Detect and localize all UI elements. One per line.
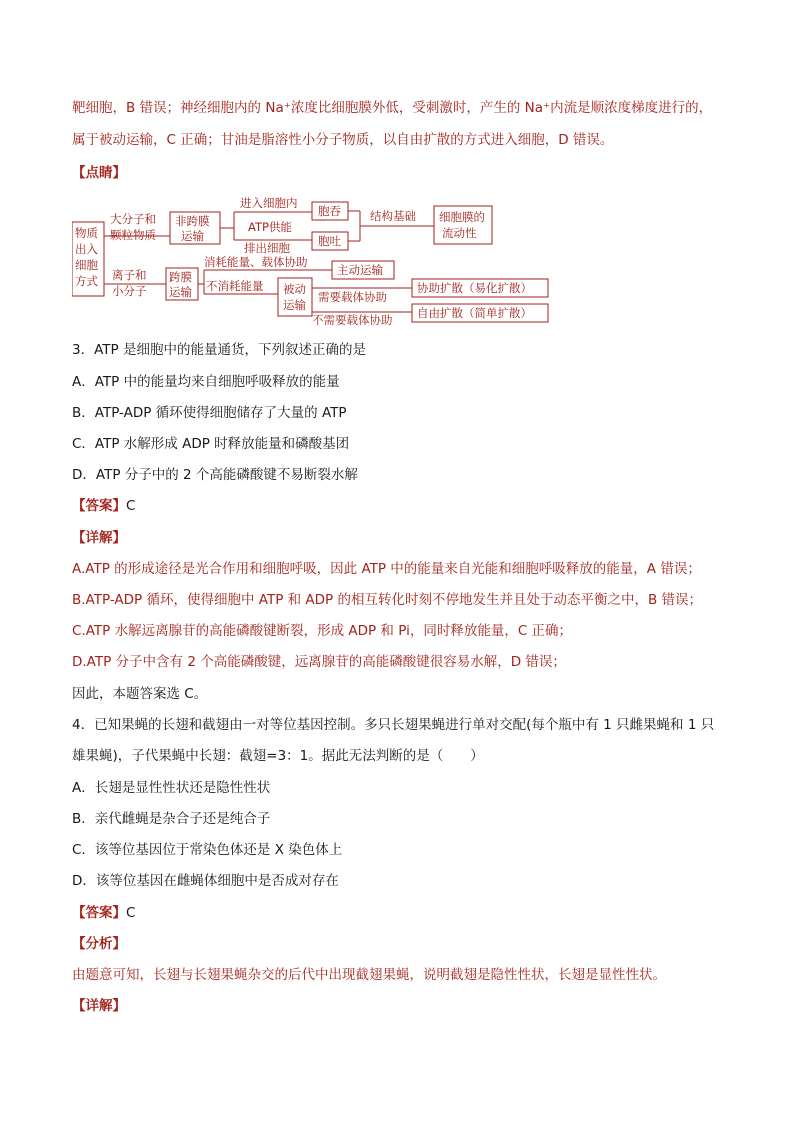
label-passive-transport: 被动 (283, 282, 306, 296)
question-4-detail-label: 【详解】 (72, 998, 126, 1014)
label-membrane-fluidity: 细胞膜的 (439, 210, 485, 224)
label-membrane-fluidity: 流动性 (442, 226, 477, 240)
label-endocytosis: 胞吞 (318, 204, 341, 218)
label-transmembrane: 运输 (169, 285, 192, 299)
question-4-option-a: A．长翅是显性性状还是隐性性状 (72, 780, 271, 796)
label-active-transport: 主动运输 (337, 263, 383, 277)
label-macro: 大分子和 (110, 212, 156, 226)
question-3-detail-line: D.ATP 分子中含有 2 个高能磷酸键，远离腺苷的高能磷酸键很容易水解，D 错误； (72, 654, 566, 670)
question-3-conclusion: 因此，本题答案选 C。 (72, 686, 208, 702)
label-transmembrane: 跨膜 (169, 270, 192, 284)
label-macro: 颗粒物质 (110, 228, 156, 242)
question-4-option-d: D．该等位基因在雌蝇体细胞中是否成对存在 (72, 873, 339, 889)
question-3-option-a: A．ATP 中的能量均来自细胞呼吸释放的能量 (72, 374, 340, 390)
label-structural-basis: 结构基础 (370, 209, 416, 223)
root-text: 细胞 (75, 258, 98, 272)
label-small: 小分子 (112, 284, 147, 298)
question-4-analysis: 由题意可知，长翅与长翅果蝇杂交的后代中出现截翅果蝇，说明截翅是隐性性状，长翅是显性性状。 (72, 967, 666, 983)
label-facilitated-diffusion: 协助扩散（易化扩散） (417, 281, 532, 295)
answer-label: 【答案】 (72, 905, 126, 921)
question-4-analysis-label: 【分析】 (72, 936, 126, 952)
label-non-transmembrane: 运输 (181, 229, 204, 243)
text-line: 靶细胞，B 错误；神经细胞内的 Na⁺浓度比细胞膜外低，受刺激时，产生的 Na⁺内流是顺浓度梯度进行的， (72, 100, 713, 116)
question-3-detail-line: C.ATP 水解远离腺苷的高能磷酸键断裂，形成 ADP 和 Pi，同时释放能量，C 正确； (72, 623, 573, 639)
label-atp: ATP供能 (248, 220, 292, 234)
question-3-option-b: B．ATP-ADP 循环使得细胞储存了大量的 ATP (72, 405, 347, 421)
label-exocytosis: 胞吐 (318, 234, 341, 248)
text-line: 属于被动运输，C 正确；甘油是脂溶性小分子物质，以自由扩散的方式进入细胞，D 错误。 (72, 132, 614, 148)
question-4-option-c: C．该等位基因位于常染色体还是 X 染色体上 (72, 842, 343, 858)
label-energy-carrier: 消耗能量、载体协助 (204, 255, 308, 269)
question-3-detail-label: 【详解】 (72, 530, 126, 546)
label-need-carrier: 需要载体协助 (318, 290, 387, 304)
question-4-stem: 雄果蝇)，子代果蝇中长翅：截翅=3：1。据此无法判断的是（ ） (72, 748, 484, 764)
answer-value: C (126, 905, 136, 921)
label-enter: 进入细胞内 (240, 196, 298, 210)
question-4-stem: 4．已知果蝇的长翅和截翅由一对等位基因控制。多只长翅果蝇进行单对交配(每个瓶中有 1 只雌果蝇和 1 只 (72, 717, 715, 733)
root-text: 物质 (75, 226, 98, 240)
label-passive-transport: 运输 (283, 298, 306, 312)
question-3-option-c: C．ATP 水解形成 ADP 时释放能量和磷酸基团 (72, 436, 350, 452)
label-free-diffusion: 自由扩散（简单扩散） (417, 306, 532, 320)
answer-value: C (126, 498, 136, 514)
question-3-option-d: D．ATP 分子中的 2 个高能磷酸键不易断裂水解 (72, 467, 358, 483)
question-3-stem: 3．ATP 是细胞中的能量通货，下列叙述正确的是 (72, 342, 366, 358)
transport-concept-diagram (72, 190, 552, 330)
label-non-transmembrane: 非跨膜 (175, 214, 210, 228)
question-3-detail-line: B.ATP-ADP 循环，使得细胞中 ATP 和 ADP 的相互转化时刻不停地发生并且处于动态平衡之中，B 错误； (72, 592, 703, 608)
section-label-dianjing: 【点睛】 (72, 165, 126, 181)
question-4-answer (72, 903, 135, 923)
label-small: 离子和 (112, 268, 147, 282)
question-3-answer (72, 496, 135, 516)
label-exit: 排出细胞 (244, 241, 290, 255)
label-no-carrier: 不需要载体协助 (312, 313, 393, 327)
answer-label: 【答案】 (72, 498, 126, 514)
label-no-energy: 不消耗能量 (206, 279, 264, 293)
root-text: 方式 (75, 274, 98, 288)
root-text: 出入 (75, 242, 98, 256)
question-4-option-b: B．亲代雌蝇是杂合子还是纯合子 (72, 811, 271, 827)
question-3-detail-line: A.ATP 的形成途径是光合作用和细胞呼吸，因此 ATP 中的能量来自光能和细胞呼吸释放的能量，A 错误； (72, 561, 701, 577)
